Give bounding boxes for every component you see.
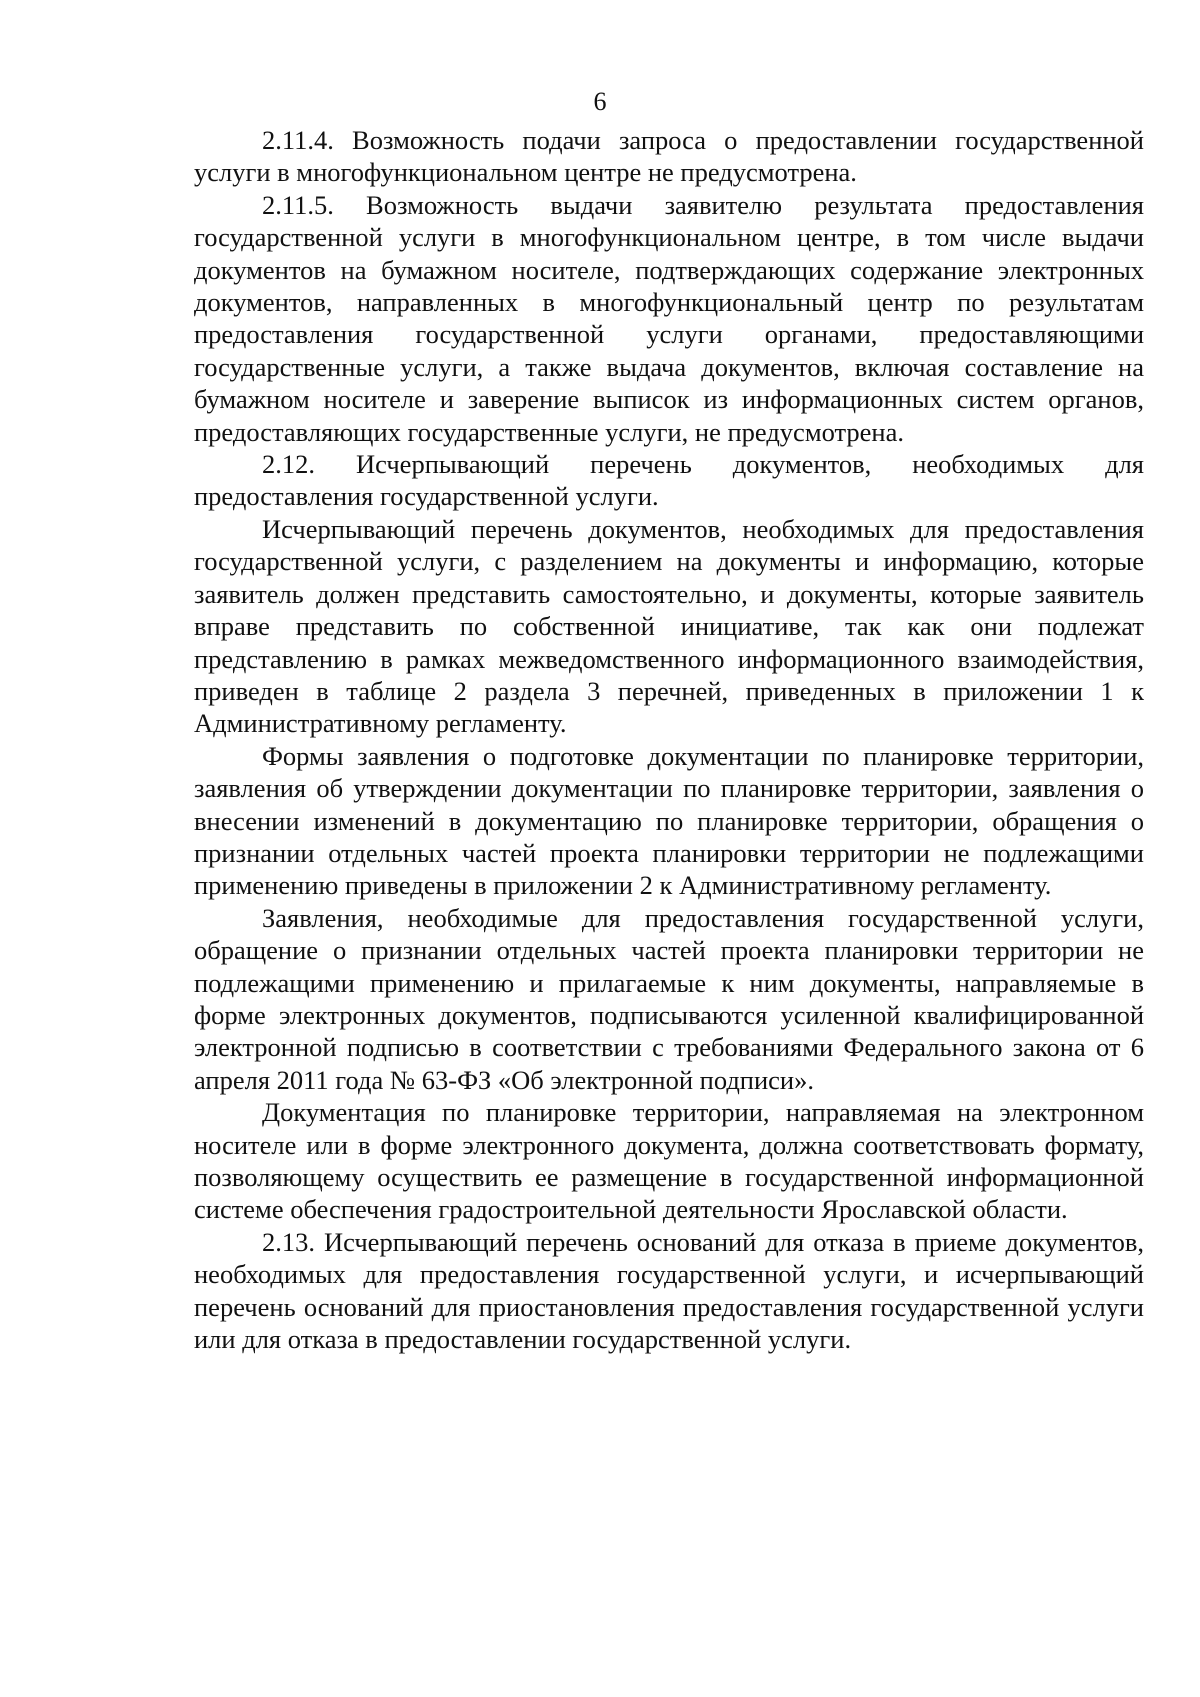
page-number: 6 [593,87,607,116]
paragraph-documents-list: Исчерпывающий перечень документов, необходимых для предоставления государственной услуги, с разделением на документы и информацию, которые заявитель должен представить самостоятельно, и документы, которые заявитель вправе представить по собственной инициативе, так как они подлежат представлению в рамках межведомственного информационного взаимодействия, приведен в таблице 2 раздела 3 перечней, приведенных в приложении 1 к Административному регламенту. [194,513,1144,739]
document-body [194,124,1144,1355]
paragraph-2-12-heading: 2.12. Исчерпывающий перечень документов, необходимых для предоставления государственной услуги. [194,449,1144,512]
paragraph-application-forms: Формы заявления о подготовке документации по планировке территории, заявления об утверждении документации по планировке территории, заявления о внесении изменений в документацию по планировке территории, обращения о признании отдельных частей проекта планировки территории не подлежащими применению приведены в приложении 2 к Административному регламенту. [194,740,1144,901]
paragraph-planning-documentation: Документация по планировке территории, направляемая на электронном носителе или в форме электронного документа, должна соответствовать формату, позволяющему осуществить ее размещение в государственной информационной системе обеспечения градостроительной деятельности Ярославской области. [194,1097,1144,1225]
paragraph-2-11-4: 2.11.4. Возможность подачи запроса о предоставлении государственной услуги в многофункциональном центре не предусмотрена. [194,125,1144,188]
paragraph-electronic-signature: Заявления, необходимые для предоставления государственной услуги, обращение о признании отдельных частей проекта планировки территории не подлежащими применению и прилагаемые к ним документы, направляемые в форме электронных документов, подписываются усиленной квалифицированной электронной подписью в соответствии с требованиями Федерального закона от 6 апреля 2011 года № 63-ФЗ «Об электронной подписи». [194,902,1144,1095]
paragraph-2-11-5: 2.11.5. Возможность выдачи заявителю результата предоставления государственной услуги в многофункциональном центре, в том числе выдачи документов на бумажном носителе, подтверждающих содержание электронных документов, направленных в многофункциональный центр по результатам предоставления государственной услуги органами, предоставляющими государственные услуги, а также выдача документов, включая составление на бумажном носителе и заверение выписок из информационных систем органов, предоставляющих государственные услуги, не предусмотрена. [194,189,1144,447]
paragraph-2-13: 2.13. Исчерпывающий перечень оснований для отказа в приеме документов, необходимых для предоставления государственной услуги, и исчерпывающий перечень оснований для приостановления предоставления государственной услуги или для отказа в предоставлении государственной услуги. [194,1226,1144,1355]
